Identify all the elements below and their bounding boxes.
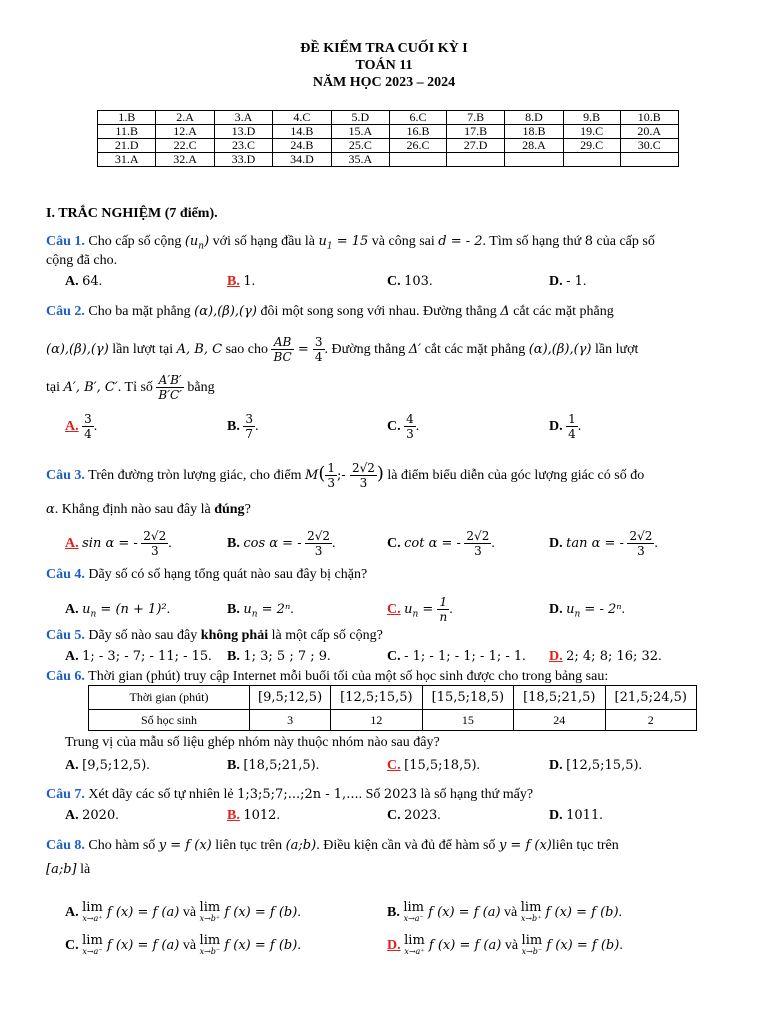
answer-key-cell: 7.B xyxy=(446,111,504,125)
question-7: Câu 7. Xét dãy các số tự nhiên lẻ 1;3;5;7;...;2n - 1,.... Số 2023 là số hạng thứ mấy? xyxy=(46,787,534,802)
question-2-line3: tại A′, B′, C′. Tỉ số $\frac{A'B'}{B'C'}$ bằng xyxy=(46,373,215,403)
answer-key-cell: 26.C xyxy=(390,139,447,153)
answer-key-cell: 34.D xyxy=(273,153,331,167)
answer-key-cell xyxy=(620,153,678,167)
option-d: D. tan α = - $\frac{2√2}{3}$ . xyxy=(549,529,658,559)
question-4: Câu 4. Dãy số có số hạng tổng quát nào sau đây bị chặn? xyxy=(46,567,368,582)
option-c: C. lim x→a⁻ f (x) = f (a) và lim x→b⁻ f (x) = f (b). xyxy=(65,933,301,956)
answer-key-cell: 18.B xyxy=(505,125,563,139)
option-b: B. [18,5;21,5). xyxy=(227,758,320,773)
answer-key-row xyxy=(98,153,679,167)
option-a: A. $u_n = (n + 1)^2$. xyxy=(65,602,171,620)
question-3-cont: α. Khẳng định nào sau đây là đúng? xyxy=(46,502,251,517)
answer-key-cell xyxy=(563,153,620,167)
answer-key-cell: 10.B xyxy=(620,111,678,125)
option-c: C. $\frac{4}{3}$ . xyxy=(387,412,420,442)
answer-key-row xyxy=(98,125,679,139)
answer-key-cell: 4.C xyxy=(273,111,331,125)
answer-key-cell: 22.C xyxy=(156,139,214,153)
question-2: Câu 2. Cho ba mặt phẳng (α),(β),(γ) đôi một song song với nhau. Đường thẳng Δ cắt các mặt phẳng xyxy=(46,304,614,319)
answer-key-cell: 35.A xyxy=(331,153,389,167)
answer-key-cell: 13.D xyxy=(214,125,272,139)
option-b: B. cos α = - $\frac{2√2}{3}$ . xyxy=(227,529,336,559)
question-6-cont: Trung vị của mẫu số liệu ghép nhóm này thuộc nhóm nào sau đây? xyxy=(65,735,440,750)
option-a: A. 2020. xyxy=(65,808,119,823)
option-a: A. $\frac{3}{4}$ . xyxy=(65,412,98,442)
answer-key-cell: 12.A xyxy=(156,125,214,139)
answer-key-cell: 31.A xyxy=(98,153,156,167)
option-a: A. 64. xyxy=(65,274,103,289)
answer-key-cell: 15.A xyxy=(331,125,389,139)
question-5: Câu 5. Dãy số nào sau đây không phải là một cấp số cộng? xyxy=(46,628,383,643)
option-c: C. - 1; - 1; - 1; - 1; - 1. xyxy=(387,649,526,664)
answer-key-cell: 28.A xyxy=(505,139,563,153)
answer-key-cell: 33.D xyxy=(214,153,272,167)
option-a: A. [9,5;12,5). xyxy=(65,758,150,773)
answer-key-cell: 24.B xyxy=(273,139,331,153)
answer-key-cell: 6.C xyxy=(390,111,447,125)
option-b: B. $u_n = 2^n$. xyxy=(227,602,294,620)
exam-title: ĐỀ KIỂM TRA CUỐI KỲ I xyxy=(300,41,468,56)
question-2-line2: (α),(β),(γ) lần lượt tại A, B, C sao cho $\frac{AB}{BC}$ = $\frac{3}{4}$ . Đường thẳng Δ′ cắt các mặt phẳng (α),(β),(γ) lần lượt xyxy=(46,335,639,365)
answer-key-cell: 21.D xyxy=(98,139,156,153)
option-d: D. [12,5;15,5). xyxy=(549,758,643,773)
question-1-cont: cộng đã cho. xyxy=(46,253,118,268)
question-label: Câu 1. xyxy=(46,234,85,249)
option-c: C. 2023. xyxy=(387,808,441,823)
option-b: B. 1; 3; 5 ; 7 ; 9. xyxy=(227,649,331,664)
option-c: C. [15,5;18,5). xyxy=(387,758,481,773)
option-a: A. 1; - 3; - 7; - 11; - 15. xyxy=(65,649,212,664)
answer-key-row xyxy=(98,111,679,125)
answer-key-cell: 8.D xyxy=(505,111,563,125)
answer-key-cell xyxy=(446,153,504,167)
answer-key-table xyxy=(97,110,679,167)
answer-key-cell: 29.C xyxy=(563,139,620,153)
option-d: D. - 1. xyxy=(549,274,587,289)
option-d: D. 1011. xyxy=(549,808,603,823)
answer-key-cell xyxy=(390,153,447,167)
answer-key-cell: 23.C xyxy=(214,139,272,153)
answer-key-cell: 32.A xyxy=(156,153,214,167)
option-a: A. lim x→a⁺ f (x) = f (a) và lim x→b⁺ f (x) = f (b). xyxy=(65,900,301,923)
answer-key-cell: 27.D xyxy=(446,139,504,153)
option-b: B. 1012. xyxy=(227,808,280,823)
answer-key-cell: 9.B xyxy=(563,111,620,125)
option-d: D. 2; 4; 8; 16; 32. xyxy=(549,649,662,664)
option-c: C. 103. xyxy=(387,274,433,289)
answer-key-cell: 30.C xyxy=(620,139,678,153)
answer-key-cell: 11.B xyxy=(98,125,156,139)
answer-key-cell: 14.B xyxy=(273,125,331,139)
answer-key-cell: 25.C xyxy=(331,139,389,153)
answer-key-cell: 16.B xyxy=(390,125,447,139)
answer-key-cell: 3.A xyxy=(214,111,272,125)
option-b: B. lim x→a⁻ f (x) = f (a) và lim x→b⁺ f (x) = f (b). xyxy=(387,900,623,923)
option-d: D. $u_n$ = - 2ⁿ. xyxy=(549,602,626,620)
exam-subject: TOÁN 11 xyxy=(355,58,413,73)
question-1: Câu 1. Cho cấp số cộng $(u_n)$ với số hạng đầu là $u_1 = 15$ và công sai d = - 2. Tìm số hạng thứ 8 của cấp số xyxy=(46,234,655,252)
option-a: A. sin α = - $\frac{2√2}{3}$ . xyxy=(65,529,172,559)
answer-key-cell: 2.A xyxy=(156,111,214,125)
frequency-table: Thời gian (phút) [9,5;12,5) [12,5;15,5) [15,5;18,5) [18,5;21,5) [21,5;24,5) Số học sinh 3 12 15 24 2 xyxy=(88,685,697,731)
answer-key-cell xyxy=(505,153,563,167)
answer-key-cell: 1.B xyxy=(98,111,156,125)
option-b: B. 1. xyxy=(227,274,256,289)
question-3: Câu 3. Trên đường tròn lượng giác, cho điểm M( $\frac{1}{3}$ ;- $\frac{2√2}{3}$ ) là điểm biểu diễn của góc lượng giác có số đo xyxy=(46,461,645,491)
answer-key-row xyxy=(98,139,679,153)
question-6: Câu 6. Thời gian (phút) truy cập Internet mỗi buổi tối của một số học sinh được cho trong bảng sau: xyxy=(46,669,609,684)
option-b: B. $\frac{3}{7}$ . xyxy=(227,412,259,442)
option-d: D. lim x→a⁺ f (x) = f (a) và lim x→b⁻ f (x) = f (b). xyxy=(387,933,623,956)
question-8: Câu 8. Cho hàm số y = f (x) liên tục trên (a;b). Điều kiện cần và đủ để hàm số y = f (x)liên tục trên xyxy=(46,838,619,853)
option-d: D. $\frac{1}{4}$ . xyxy=(549,412,582,442)
answer-key-cell: 20.A xyxy=(620,125,678,139)
option-c: C. cot α = - $\frac{2√2}{3}$ . xyxy=(387,529,495,559)
answer-key-cell: 19.C xyxy=(563,125,620,139)
option-c: C. $u_n$ = $\frac{1}{n}$ . xyxy=(387,595,453,625)
answer-key-cell: 5.D xyxy=(331,111,389,125)
section-heading: I. TRẮC NGHIỆM (7 điểm). xyxy=(46,206,218,221)
exam-year: NĂM HỌC 2023 – 2024 xyxy=(312,75,456,90)
answer-key-cell: 17.B xyxy=(446,125,504,139)
question-8-cont: [a;b] là xyxy=(46,862,91,877)
